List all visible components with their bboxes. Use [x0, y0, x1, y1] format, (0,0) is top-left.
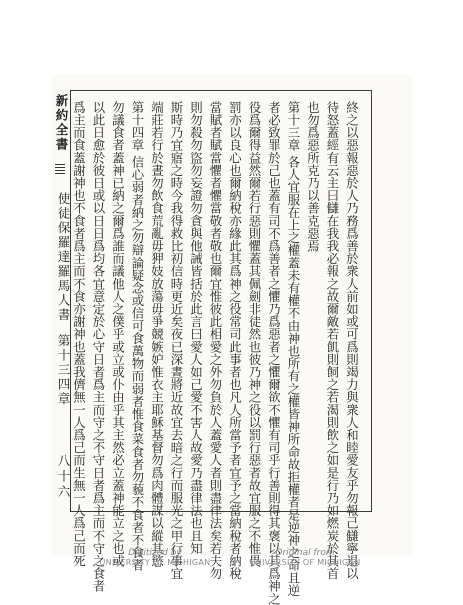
digitized-by-label: Digitized by: [128, 548, 182, 558]
running-title: 使徒保羅達羅馬人書: [56, 192, 71, 323]
original-credit: [235, 548, 375, 568]
text-column: 端莊若行於晝勿飲食荒亂毋狎妓放蕩毋爭競嫉妒惟衣主耶穌基督勿爲肉體謀以縱其慾: [149, 101, 165, 568]
text-column: 第十四章 信心弱者納之勿辯論疑念或信可食萬物而弱者惟食菜食者勿藐不食者不食者: [130, 101, 145, 572]
text-column: 勿議食者蓋神已納之爾爲誰而議他人之僕乎或立或仆由乎其主然必立蓋神能立之也或: [110, 101, 126, 568]
original-from-label: Original from: [275, 548, 335, 558]
page-number: 八十六: [56, 454, 71, 501]
book-title: 新約全書: [54, 94, 69, 152]
text-column: 以此日愈於彼日或以日日爲均各宜意定於心守日者爲主而守之不守日者爲主而不守之食者: [91, 101, 106, 593]
text-column: 則勿殺勿盜勿妄證勿貪與他誡皆括於此言曰愛人如己愛不害人故愛乃盡律法也且知: [188, 101, 204, 555]
digitized-institution: UNIVERSITY OF MICHIGAN: [99, 558, 211, 567]
text-column: 當賦者賦當懼者懼當敬者敬也爾宜惟彼此相愛之外勿負於人蓋愛人者則盡律法矣若夫勿: [208, 101, 223, 580]
text-column: 役爲爾得益然爾若行惡則懼蓋其佩劍非徒然也彼乃神之役以罰行惡者故宜服之不惟畏: [247, 101, 262, 568]
fishtail-mark-icon: [55, 162, 65, 174]
chapter-label: 第十三四章: [56, 334, 71, 407]
original-institution: UNIVERSITY OF MICHIGAN: [249, 558, 361, 567]
text-column: 罰亦以良心也爾納稅亦緣此其爲神之役常司此事者也凡人所當予者宜予之當納稅者納稅: [227, 101, 243, 580]
text-column: 者必致罪於己也蓋有司不爲善者之懼乃爲惡者之懼爾欲不懼有司乎行善則得其褒以其爲神之: [266, 101, 282, 605]
text-column: 斯時乃宜寤之時今我得救比初信時更近矣夜已深晝將近故宜去暗之行而服光之甲行事宜: [169, 101, 184, 580]
digitized-credit: [95, 548, 215, 568]
page-margin-header: [52, 74, 70, 514]
text-column: 也勿爲惡所克乃以善克惡焉: [305, 101, 321, 253]
text-column: 爲主而食蓋謝神也不食者爲主而不食亦謝神也蓋我儕無一人爲己而生無一人爲己而死: [71, 101, 87, 568]
text-column: 終之以惡報惡於人乃務爲善於衆人前如或可爲則竭力與衆人和睦愛友乎勿報己讎寧退以: [344, 101, 360, 580]
text-column: 待怒蓋經有云主曰讎在我我必報之故爾敵若飢則飼之若渴則飲之如是行乃如燃炭於其首: [325, 101, 340, 580]
text-column: 第十三章 各人宜服在上之權蓋未有權不由神也所有之權皆神所命故拒權者是逆神之命且逆: [286, 101, 301, 597]
